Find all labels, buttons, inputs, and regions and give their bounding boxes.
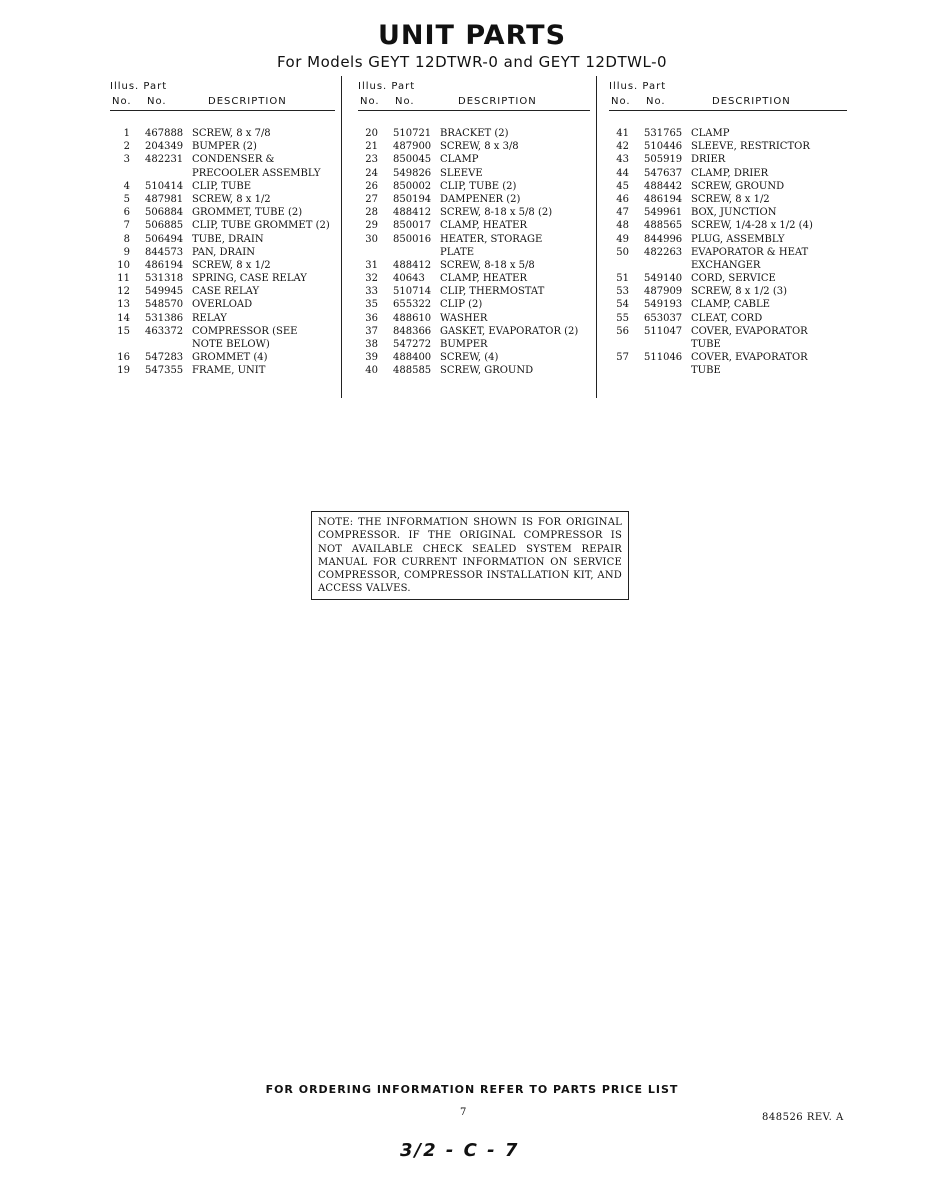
illus-number: 7 (123, 220, 130, 232)
illus-number: 32 (365, 273, 378, 285)
header-rule (358, 110, 590, 111)
illus-number: 24 (365, 167, 378, 179)
part-number: 510414 (145, 180, 184, 192)
part-description: SCREW, 8-18 x 5/8 (440, 259, 535, 271)
header-rule (609, 110, 847, 111)
part-number: 488565 (644, 220, 683, 232)
column-header (110, 78, 335, 110)
table-row (609, 140, 847, 153)
illus-number: 13 (117, 299, 130, 311)
column-divider (596, 76, 597, 398)
compressor-note: NOTE: THE INFORMATION SHOWN IS FOR ORIGINAL COMPRESSOR. IF THE ORIGINAL COMPRESSOR IS NOT AVAILABLE CHECK SEALED SYSTEM REPAIR MANUAL FOR CURRENT INFORMATION ON SERVICE COMPRESSOR, COMPRESSOR INSTALLATION KIT, AND ACCESS VALVES. (311, 511, 629, 600)
table-row (110, 298, 335, 311)
part-number: 488412 (393, 207, 432, 219)
part-description: NOTE BELOW) (192, 339, 270, 350)
table-row (358, 193, 590, 206)
illus-number: 5 (123, 193, 130, 205)
illus-number: 9 (123, 246, 130, 258)
part-number: 549193 (644, 299, 683, 311)
part-description: CLIP, TUBE (192, 180, 252, 192)
table-row (358, 298, 590, 311)
illus-number: 20 (365, 128, 378, 139)
part-description: SCREW, GROUND (440, 365, 534, 377)
part-description: SCREW, 8 x 7/8 (192, 128, 271, 139)
part-number: 549961 (644, 207, 683, 219)
part-description: CLEAT, CORD (691, 312, 763, 324)
part-number: 549945 (145, 286, 184, 298)
illus-number: 57 (616, 352, 629, 364)
part-description: EVAPORATOR & HEAT (691, 246, 809, 258)
illus-number: 4 (123, 180, 130, 192)
part-number: 848366 (393, 325, 432, 337)
illus-no-header: No. (112, 96, 132, 107)
part-number: 850194 (393, 193, 432, 205)
illus-number: 23 (365, 154, 378, 166)
illus-number: 2 (123, 141, 130, 153)
illus-number: 51 (616, 273, 629, 285)
part-description: CORD, SERVICE (691, 273, 776, 285)
part-no-header: No. (395, 96, 415, 107)
table-row (358, 180, 590, 193)
part-number: 487900 (393, 141, 432, 153)
part-description: GROMMET (4) (192, 352, 268, 364)
table-row (110, 325, 335, 338)
part-no-header: No. (147, 96, 167, 107)
table-row (110, 127, 335, 140)
part-number: 506885 (145, 220, 184, 232)
illus-number: 41 (616, 128, 629, 139)
part-description: DAMPENER (2) (440, 193, 521, 205)
part-description: WASHER (440, 312, 488, 324)
illus-number: 15 (117, 325, 130, 337)
document-number: 848526 REV. A (762, 1112, 844, 1123)
part-description: SCREW, 1/4-28 x 1/2 (4) (691, 220, 813, 232)
illus-number: 43 (616, 154, 629, 166)
table-row (110, 338, 335, 351)
part-description: CLAMP, DRIER (691, 167, 769, 179)
illus-number: 39 (365, 352, 378, 364)
part-description: SLEEVE, RESTRICTOR (691, 141, 810, 153)
table-row (609, 285, 847, 298)
part-number: 655322 (393, 299, 432, 311)
illus-number: 30 (365, 233, 378, 245)
part-description: TUBE, DRAIN (192, 233, 264, 245)
illus-number: 6 (123, 207, 130, 219)
part-number: 547272 (393, 339, 432, 350)
table-row (358, 285, 590, 298)
part-number: 486194 (145, 259, 184, 271)
illus-number: 16 (117, 352, 130, 364)
column-divider (341, 76, 342, 398)
table-row (110, 206, 335, 219)
part-no-header: No. (646, 96, 666, 107)
part-description: RELAY (192, 312, 227, 324)
table-row (609, 259, 847, 272)
part-description: CLIP (2) (440, 299, 483, 311)
table-row (609, 167, 847, 180)
part-description: COVER, EVAPORATOR (691, 325, 808, 337)
part-number: 549826 (393, 167, 432, 179)
part-number: 850016 (393, 233, 432, 245)
part-number: 549140 (644, 273, 683, 285)
part-description: SCREW, (4) (440, 352, 499, 364)
table-row (358, 351, 590, 364)
part-description: PLUG, ASSEMBLY (691, 233, 785, 245)
table-row (609, 351, 847, 364)
illus-number: 26 (365, 180, 378, 192)
part-description: EXCHANGER (691, 259, 761, 271)
header-rule (110, 110, 335, 111)
illus-number: 8 (123, 233, 130, 245)
part-number: 531386 (145, 312, 184, 324)
illus-header: Illus. Part (358, 81, 416, 92)
illus-number: 31 (365, 259, 378, 271)
part-number: 40643 (393, 273, 425, 285)
illus-header: Illus. Part (609, 81, 667, 92)
illus-number: 28 (365, 207, 378, 219)
illus-number: 55 (616, 312, 629, 324)
table-row (358, 206, 590, 219)
part-number: 488442 (644, 180, 683, 192)
handwritten-annotation: 3/2 - C - 7 (400, 1140, 520, 1161)
part-number: 204349 (145, 141, 184, 153)
part-number: 531765 (644, 128, 683, 139)
part-number: 487981 (145, 193, 184, 205)
part-description: SCREW, 8 x 1/2 (691, 193, 770, 205)
table-row (358, 233, 590, 246)
parts-list (609, 127, 847, 378)
table-row (358, 312, 590, 325)
table-row (110, 285, 335, 298)
table-row (110, 180, 335, 193)
part-description: PRECOOLER ASSEMBLY (192, 167, 321, 179)
table-row (110, 312, 335, 325)
table-row (358, 219, 590, 232)
illus-number: 29 (365, 220, 378, 232)
description-header: DESCRIPTION (712, 96, 791, 107)
part-description: DRIER (691, 154, 726, 166)
part-number: 547283 (145, 352, 184, 364)
column-header (609, 78, 847, 110)
table-row (609, 312, 847, 325)
table-row (609, 325, 847, 338)
part-description: HEATER, STORAGE (440, 233, 543, 245)
page-title: UNIT PARTS (377, 20, 567, 51)
part-number: 482231 (145, 154, 184, 166)
description-header: DESCRIPTION (458, 96, 537, 107)
table-row (358, 338, 590, 351)
table-row (358, 246, 590, 259)
table-row (609, 206, 847, 219)
part-number: 510721 (393, 128, 432, 139)
illus-number: 1 (123, 128, 130, 139)
table-row (110, 259, 335, 272)
table-row (110, 351, 335, 364)
part-number: 487909 (644, 286, 683, 298)
part-description: SCREW, 8 x 3/8 (440, 141, 519, 153)
illus-number: 47 (616, 207, 629, 219)
part-description: BOX, JUNCTION (691, 207, 777, 219)
part-description: GROMMET, TUBE (2) (192, 207, 303, 219)
table-row (358, 167, 590, 180)
part-number: 510446 (644, 141, 683, 153)
part-description: GASKET, EVAPORATOR (2) (440, 325, 579, 337)
table-row (358, 140, 590, 153)
illus-header: Illus. Part (110, 81, 168, 92)
parts-column-2 (358, 78, 590, 378)
table-row (110, 153, 335, 166)
illus-number: 10 (117, 259, 130, 271)
part-number: 844573 (145, 246, 184, 258)
description-header: DESCRIPTION (208, 96, 287, 107)
table-row (609, 338, 847, 351)
illus-number: 36 (365, 312, 378, 324)
part-number: 506494 (145, 233, 184, 245)
part-number: 511047 (644, 325, 683, 337)
column-header (358, 78, 590, 110)
part-description: COMPRESSOR (SEE (192, 325, 298, 337)
part-description: BRACKET (2) (440, 128, 509, 139)
table-row (358, 153, 590, 166)
illus-number: 44 (616, 167, 629, 179)
table-row (609, 272, 847, 285)
part-number: 506884 (145, 207, 184, 219)
illus-number: 48 (616, 220, 629, 232)
part-number: 850045 (393, 154, 432, 166)
table-row (358, 259, 590, 272)
illus-number: 42 (616, 141, 629, 153)
illus-number: 54 (616, 299, 629, 311)
part-description: CLAMP, HEATER (440, 273, 528, 285)
page-number: 7 (460, 1107, 467, 1118)
part-description: COVER, EVAPORATOR (691, 352, 808, 364)
illus-number: 33 (365, 286, 378, 298)
table-row (609, 233, 847, 246)
table-row (609, 364, 847, 377)
illus-number: 35 (365, 299, 378, 311)
part-number: 850017 (393, 220, 432, 232)
illus-number: 11 (117, 273, 130, 285)
illus-number: 37 (365, 325, 378, 337)
part-number: 488610 (393, 312, 432, 324)
illus-number: 14 (117, 312, 130, 324)
illus-number: 27 (365, 193, 378, 205)
part-description: SCREW, 8-18 x 5/8 (2) (440, 207, 553, 219)
part-number: 511046 (644, 352, 683, 364)
table-row (358, 127, 590, 140)
ordering-info: FOR ORDERING INFORMATION REFER TO PARTS PRICE LIST (265, 1083, 679, 1096)
part-description: OVERLOAD (192, 299, 253, 311)
models-subtitle: For Models GEYT 12DTWR-0 and GEYT 12DTWL-0 (276, 53, 668, 71)
illus-number: 12 (117, 286, 130, 298)
table-row (110, 272, 335, 285)
part-number: 850002 (393, 180, 432, 192)
part-description: SCREW, GROUND (691, 180, 785, 192)
part-description: SPRING, CASE RELAY (192, 273, 307, 285)
part-number: 488400 (393, 352, 432, 364)
part-number: 510714 (393, 286, 432, 298)
part-description: CASE RELAY (192, 286, 260, 298)
part-description: CLIP, TUBE GROMMET (2) (192, 220, 330, 232)
part-description: PLATE (440, 246, 475, 258)
part-description: SLEEVE (440, 167, 483, 179)
part-number: 463372 (145, 325, 184, 337)
table-row (110, 233, 335, 246)
illus-no-header: No. (360, 96, 380, 107)
part-description: FRAME, UNIT (192, 365, 266, 377)
illus-number: 21 (365, 141, 378, 153)
part-number: 482263 (644, 246, 683, 258)
table-row (609, 298, 847, 311)
parts-column-1 (110, 78, 335, 378)
illus-number: 56 (616, 325, 629, 337)
parts-list (110, 127, 335, 378)
part-description: BUMPER (440, 339, 488, 350)
illus-number: 49 (616, 233, 629, 245)
parts-list (358, 127, 590, 378)
part-number: 653037 (644, 312, 683, 324)
part-number: 505919 (644, 154, 683, 166)
illus-number: 53 (616, 286, 629, 298)
part-description: CLIP, TUBE (2) (440, 180, 517, 192)
table-row (110, 364, 335, 377)
part-number: 547355 (145, 365, 184, 377)
table-row (609, 127, 847, 140)
part-number: 547637 (644, 167, 683, 179)
part-description: CONDENSER & (192, 154, 275, 166)
table-row (609, 246, 847, 259)
part-number: 467888 (145, 128, 184, 139)
table-row (110, 193, 335, 206)
part-number: 488585 (393, 365, 432, 377)
part-description: TUBE (691, 339, 721, 350)
part-description: TUBE (691, 365, 721, 377)
part-description: CLAMP, HEATER (440, 220, 528, 232)
part-description: BUMPER (2) (192, 141, 257, 153)
illus-number: 50 (616, 246, 629, 258)
part-description: SCREW, 8 x 1/2 (192, 259, 271, 271)
table-row (609, 219, 847, 232)
illus-number: 19 (117, 365, 130, 377)
part-description: PAN, DRAIN (192, 246, 255, 258)
part-description: CLAMP, CABLE (691, 299, 770, 311)
table-row (609, 193, 847, 206)
part-number: 548570 (145, 299, 184, 311)
part-number: 531318 (145, 273, 184, 285)
illus-no-header: No. (611, 96, 631, 107)
table-row (110, 246, 335, 259)
table-row (609, 180, 847, 193)
part-description: CLAMP (440, 154, 479, 166)
table-row (110, 167, 335, 180)
illus-number: 38 (365, 339, 378, 350)
part-description: SCREW, 8 x 1/2 (3) (691, 286, 788, 298)
illus-number: 45 (616, 180, 629, 192)
part-description: CLAMP (691, 128, 730, 139)
table-row (358, 325, 590, 338)
table-row (110, 219, 335, 232)
illus-number: 40 (365, 365, 378, 377)
part-description: CLIP, THERMOSTAT (440, 286, 545, 298)
table-row (358, 364, 590, 377)
table-row (110, 140, 335, 153)
part-number: 486194 (644, 193, 683, 205)
illus-number: 46 (616, 193, 629, 205)
table-row (358, 272, 590, 285)
part-description: SCREW, 8 x 1/2 (192, 193, 271, 205)
table-row (609, 153, 847, 166)
illus-number: 3 (123, 154, 130, 166)
parts-column-3 (609, 78, 847, 378)
part-number: 844996 (644, 233, 683, 245)
part-number: 488412 (393, 259, 432, 271)
